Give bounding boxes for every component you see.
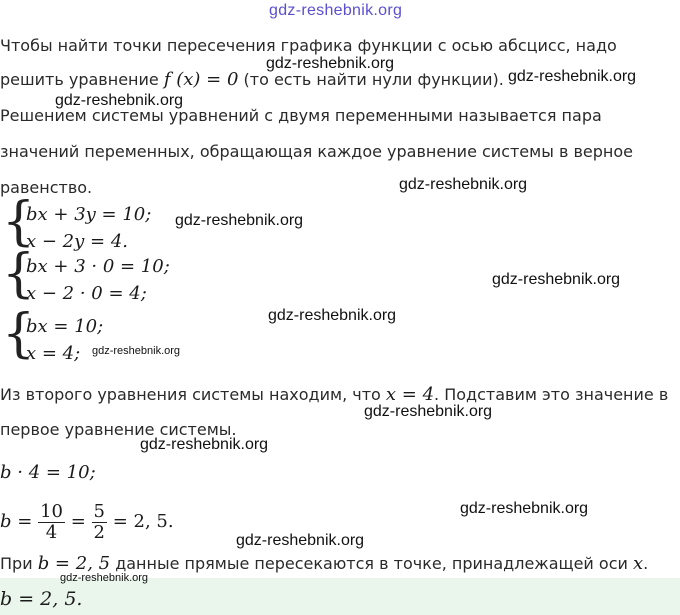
system-3-equation-2: x = 4;	[26, 343, 81, 364]
left-brace-icon: {	[2, 192, 36, 252]
watermark: gdz-reshebnik.org	[399, 176, 528, 193]
fraction-denominator: 4	[45, 521, 58, 543]
watermark: gdz-reshebnik.org	[492, 271, 621, 288]
paragraph-1-line-1: Чтобы найти точки пересечения графика функции с осью абсцисс, надо	[0, 36, 617, 55]
watermark: gdz-reshebnik.org	[175, 212, 304, 229]
fraction-numerator: 10	[40, 500, 63, 522]
paragraph-4-math: b = 2, 5	[37, 553, 111, 574]
system-1-equation-2: x − 2y = 4.	[26, 231, 128, 252]
watermark-top: gdz-reshebnik.org	[269, 2, 403, 19]
watermark: gdz-reshebnik.org	[460, 500, 589, 517]
system-2-equation-1: bx + 3 · 0 = 10;	[26, 256, 170, 277]
paragraph-3-math: x = 4	[385, 384, 435, 405]
watermark: gdz-reshebnik.org	[60, 572, 149, 584]
fraction-denominator: 2	[93, 521, 105, 543]
paragraph-4-math-x: x	[633, 553, 644, 574]
paragraph-3-text-after: . Подставим это значение в	[434, 385, 669, 404]
equation-b-times-4: b · 4 = 10;	[0, 462, 96, 483]
answer-text: b = 2, 5.	[0, 588, 83, 610]
fraction-5-over-2	[92, 502, 107, 543]
paragraph-4-text-end: .	[643, 554, 649, 573]
watermark: gdz-reshebnik.org	[92, 345, 181, 357]
watermark: gdz-reshebnik.org	[268, 307, 397, 324]
fraction-equation-rhs: = 2, 5.	[112, 511, 174, 532]
fraction-equals: =	[70, 511, 86, 532]
paragraph-3-line-2: первое уравнение системы.	[0, 420, 237, 439]
paragraph-1-line-2	[0, 70, 504, 90]
watermark: gdz-reshebnik.org	[364, 403, 493, 420]
watermark: gdz-reshebnik.org	[140, 436, 269, 453]
equation-fraction	[0, 500, 174, 544]
system-1-equation-1: bx + 3y = 10;	[26, 204, 152, 225]
paragraph-3-text-before: Из второго уравнения системы находим, что	[0, 385, 381, 404]
paragraph-4-text-before: При	[0, 554, 33, 573]
equation-system-3	[0, 304, 200, 368]
left-brace-icon: {	[2, 304, 36, 364]
fraction-10-over-4	[38, 502, 65, 543]
watermark: gdz-reshebnik.org	[266, 55, 395, 72]
fraction-equation-lhs: b =	[0, 511, 33, 532]
paragraph-1-text-after: (то есть найти нули функции).	[243, 70, 504, 89]
paragraph-2-line-1: Решением системы уравнений с двумя переменными называется пара	[0, 106, 602, 125]
paragraph-4	[0, 554, 648, 574]
system-3-equation-1: bx = 10;	[26, 316, 104, 337]
paragraph-4-text-middle: данные прямые пересекаются в точке, принадлежащей оси	[115, 554, 628, 573]
left-brace-icon: {	[2, 244, 36, 304]
paragraph-1-math: f (x) = 0	[163, 69, 239, 90]
watermark: gdz-reshebnik.org	[55, 92, 184, 109]
equation-system-2	[0, 244, 220, 308]
fraction-numerator: 5	[93, 500, 105, 522]
watermark: gdz-reshebnik.org	[508, 68, 637, 85]
paragraph-3-line-1	[0, 385, 668, 405]
watermark: gdz-reshebnik.org	[236, 532, 365, 549]
system-2-equation-2: x − 2 · 0 = 4;	[26, 283, 147, 304]
paragraph-1-text-before: решить уравнение	[0, 70, 159, 89]
paragraph-2-line-2: значений переменных, обращающая каждое уравнение системы в верное	[0, 142, 633, 161]
paragraph-2-line-3: равенство.	[0, 178, 93, 197]
